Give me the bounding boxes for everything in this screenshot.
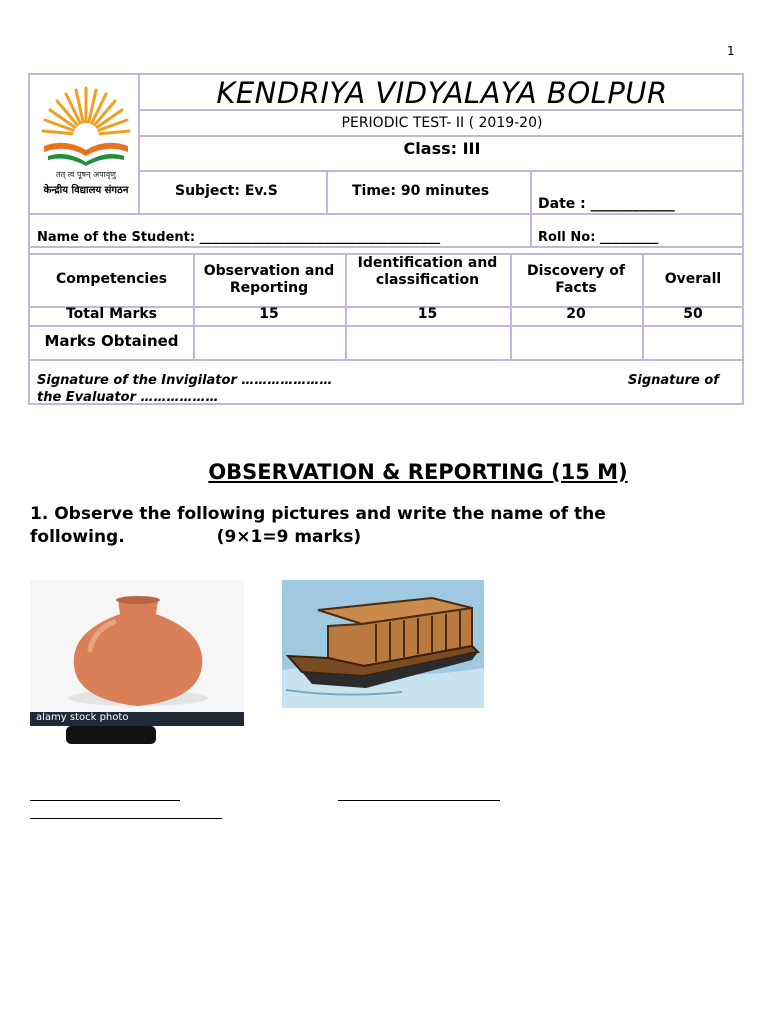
question-1-marks: (9×1=9 marks): [216, 527, 362, 547]
page-number: 1: [727, 44, 735, 58]
question-1: [30, 503, 750, 549]
logo-caption: केन्द्रीय विद्यालय संगठन: [43, 185, 129, 196]
total-marks-observation: 15: [259, 306, 279, 322]
col-identification-classification: Identification and classification: [357, 255, 498, 288]
answer-line-3[interactable]: [30, 818, 222, 819]
evaluator-signature-label: Signature of: [628, 373, 719, 388]
competencies-label: Competencies: [55, 271, 168, 287]
col-overall: Overall: [664, 271, 722, 287]
total-marks-overall: 50: [683, 306, 703, 322]
image-watermark: alamy stock photo: [36, 712, 129, 723]
svg-text:तत् त्वं पूषन् अपावृणु: तत् त्वं पूषन् अपावृणु: [56, 170, 116, 179]
marks-obtained-label: Marks Obtained: [44, 332, 179, 350]
subject-label: Subject: Ev.S: [175, 183, 278, 199]
col-discovery-of-facts: Discovery of Facts: [527, 263, 625, 296]
invigilator-signature: Signature of the Invigilator …………………: [37, 373, 333, 388]
student-name-field[interactable]: Name of the Student: _____________________________________: [37, 230, 441, 245]
col-observation-reporting: Observation and Reporting: [203, 263, 335, 296]
test-name: PERIODIC TEST- II ( 2019-20): [341, 115, 543, 131]
evaluator-signature-line: the Evaluator ………………: [37, 390, 219, 405]
question-1-cont: following.: [30, 527, 125, 547]
answer-line-2[interactable]: [338, 800, 500, 801]
roll-no-field[interactable]: Roll No: _________: [538, 230, 659, 245]
question-1-text: 1. Observe the following pictures and write the name of the: [30, 504, 606, 524]
houseboat-picture: [282, 580, 484, 708]
section-heading: OBSERVATION & REPORTING (15 M): [208, 460, 628, 484]
total-marks-identification: 15: [417, 306, 438, 322]
school-name: KENDRIYA VIDYALAYA BOLPUR: [216, 76, 668, 110]
date-field[interactable]: Date : ____________: [538, 196, 675, 212]
total-marks-discovery: 20: [566, 306, 586, 322]
question-1-line2: [30, 526, 750, 549]
answer-line-1[interactable]: [30, 800, 180, 801]
total-marks-label: Total Marks: [65, 306, 158, 322]
class-label: Class: III: [403, 139, 481, 158]
time-label: Time: 90 minutes: [352, 183, 490, 199]
